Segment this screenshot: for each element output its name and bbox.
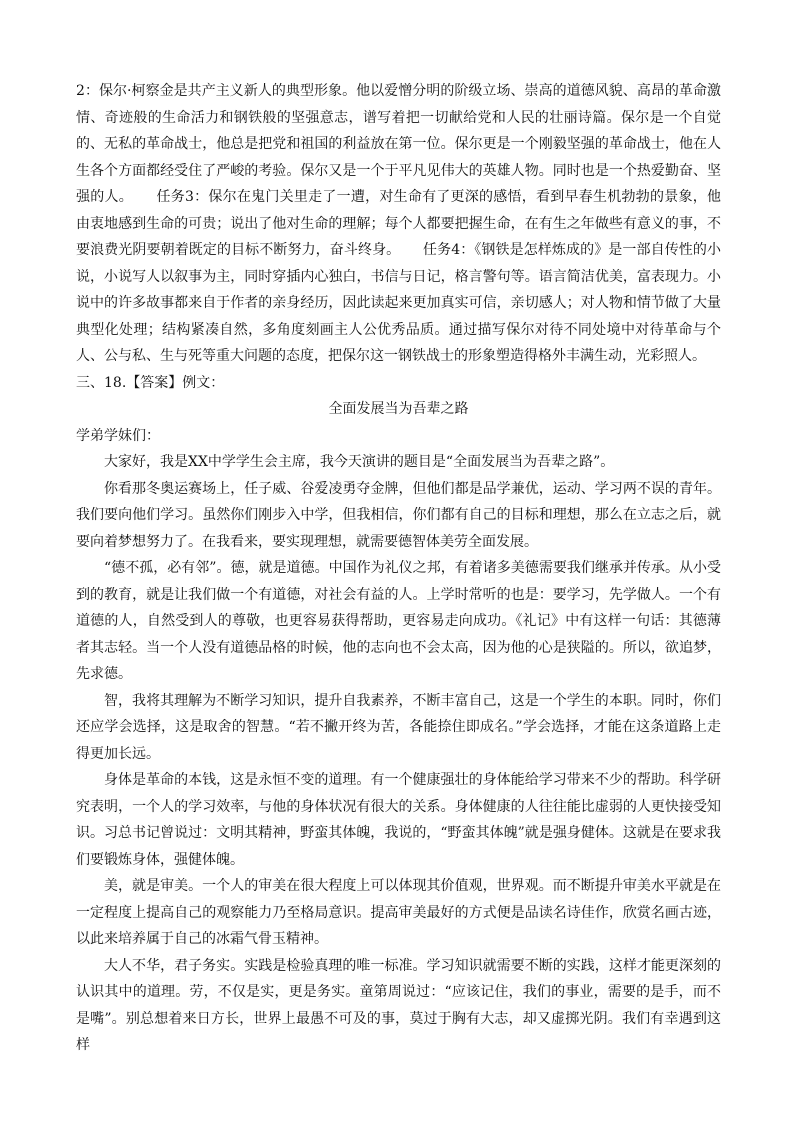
essay-paragraph-2: 你看那冬奥运赛场上，任子威、谷爱凌勇夺金牌，但他们都是品学兼优，运动、学习两不误的青年。我们要向他们学习。虽然你们刚步入中学，但我相信，你们都有自己的目标和理想，那么在立志之后，就要向着梦想努力了。在我看来，要实现理想，就需要德智体美劳全面发展。 (76, 480, 721, 550)
essay-paragraph-1: 大家好，我是XX中学学生会主席，我今天演讲的题目是“全面发展当为吾辈之路”。 (104, 454, 615, 470)
essay-paragraph-3: “德不孤，必有邻”。德，就是道德。中国作为礼仪之邦，有着诸多美德需要我们继承并传承。从小受到的教育，就是让我们做一个有道德，对社会有益的人。上学时常听的也是：要学习，先学做人。一个有道德的人，自然受到人的尊敬，也更容易获得帮助，更容易走向成功。《礼记》中有这样一句话：其德薄者其志轻。当一个人没有道德品格的时候，他的志向也不会太高，因为他的心是狭隘的。所以，欲追梦，先求德。 (76, 560, 721, 682)
essay-paragraph-6: 美，就是审美。一个人的审美在很大程度上可以体现其价值观，世界观。而不断提升审美水平就是在一定程度上提高自己的观察能力乃至格局意识。提高审美最好的方式便是品读名诗佳作，欣赏名画古迹，以此来培养属于自己的冰霜气骨玉精神。 (76, 878, 721, 947)
essay-title: 全面发展当为吾辈之路 (328, 401, 469, 417)
salutation: 学弟学妹们： (76, 427, 160, 444)
essay-paragraph-5: 身体是革命的本钱，这是永恒不变的道理。有一个健康强壮的身体能给学习带来不少的帮助。科学研究表明，一个人的学习效率，与他的身体状况有很大的关系。身体健康的人往往能比虚弱的人更快接受知识。习总书记曾说过：文明其精神，野蛮其体魄，我说的，“野蛮其体魄”就是强身健体。这就是在要求我们要锻炼身体，强健体魄。 (76, 772, 721, 868)
essay-paragraph-4: 智，我将其理解为不断学习知识，提升自我素养，不断丰富自己，这是一个学生的本职。同时，你们还应学会选择，这是取舍的智慧。“若不撇开终为苦，各能捺住即成名。”学会选择，才能在这条道路上走得更加长远。 (76, 692, 721, 762)
answer-label: 三、18.【答案】例文： (76, 374, 225, 391)
intro-paragraph: 2：保尔·柯察金是共产主义新人的典型形象。他以爱憎分明的阶级立场、崇高的道德风貌、高昂的革命激情、奇迹般的生命活力和钢铁般的坚强意志，谱写着把一切献给党和人民的壮丽诗篇。保尔是一个自觉的、无私的革命战士，他总是把党和祖国的利益放在第一位。保尔更是一个刚毅坚强的革命战士，他在人生各个方面都经受住了严峻的考验。保尔又是一个于平凡见伟大的英雄人物。同时也是一个热爱勤奋、坚强的人。 任务3：保尔在鬼门关里走了一遭，对生命有了更深的感悟，看到早春生机勃勃的景象，他由衷地感到生命的可贵；说出了他对生命的理解；每个人都要把握生命，在有生之年做些有意义的事，不要浪费光阴要朝着既定的目标不断努力，奋斗终身。 任务4：《钢铁是怎样炼成的》是一部自传性的小说，小说写人以叙事为主，同时穿插内心独白，书信与日记，格言警句等。语言简洁优美，富表现力。小说中的许多故事都来自于作者的亲身经历，因此读起来更加真实可信，亲切感人；对人物和情节做了大量典型化处理；结构紧凑自然，多角度刻画主人公优秀品质。通过描写保尔对待不同处境中对待革命与个人、公与私、生与死等重大问题的态度，把保尔这一钢铁战士的形象塑造得格外丰满生动，光彩照人。 (76, 83, 721, 364)
document-page (76, 78, 721, 1059)
essay-paragraph-7: 大人不华，君子务实。实践是检验真理的唯一标准。学习知识就需要不断的实践，这样才能更深刻的认识其中的道理。劳，不仅是实，更是务实。童第周说过：“应该记住，我们的事业，需要的是手，而不是嘴”。别总想着来日方长，世界上最愚不可及的事，莫过于胸有大志，却又虚掷光阴。我们有幸遇到这样 (76, 957, 721, 1053)
